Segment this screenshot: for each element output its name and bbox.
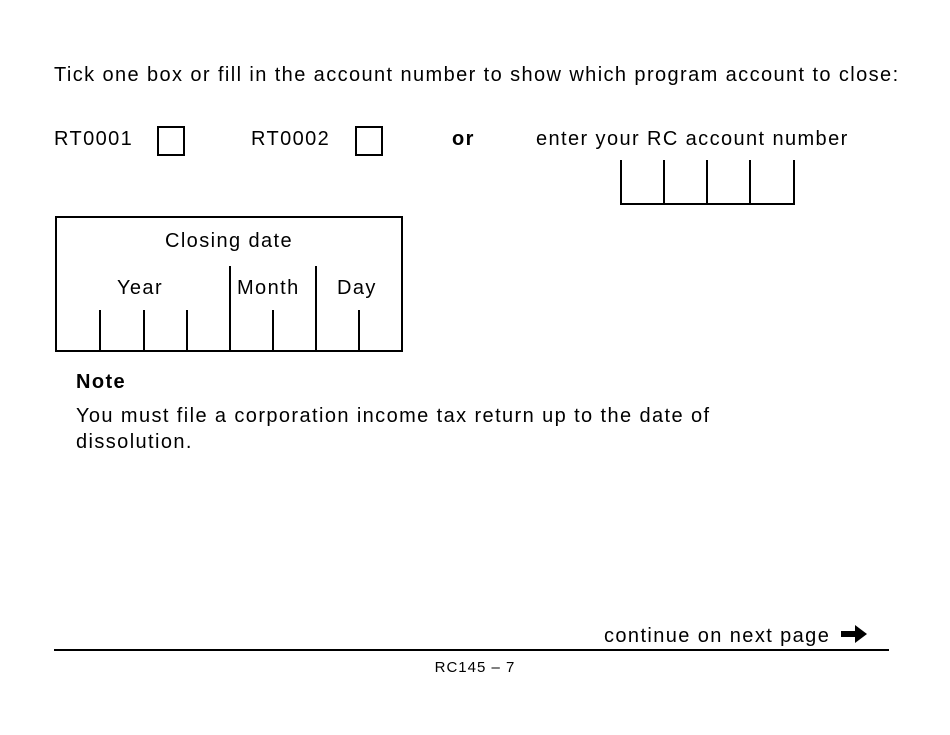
- month-digit-box[interactable]: [272, 310, 315, 350]
- or-label: or: [452, 128, 475, 150]
- account-digit-box[interactable]: [663, 160, 706, 205]
- note-heading: Note: [76, 371, 127, 393]
- instruction-text: Tick one box or fill in the account number to show which program account to close:: [54, 64, 900, 86]
- account-digit-box[interactable]: [620, 160, 663, 205]
- year-digit-box[interactable]: [186, 310, 229, 350]
- account-digit-box[interactable]: [706, 160, 749, 205]
- footer-rule: [54, 649, 889, 651]
- rc-account-prompt: enter your RC account number: [536, 128, 849, 150]
- rt0002-checkbox[interactable]: [355, 126, 383, 156]
- continue-next-page[interactable]: [604, 623, 869, 649]
- arrow-right-icon: [839, 623, 869, 645]
- note-body: You must file a corporation income tax return up to the date of dissolution.: [76, 405, 711, 453]
- day-digit-box[interactable]: [358, 310, 401, 350]
- rt0002-label: RT0002: [251, 128, 331, 150]
- day-label: Day: [337, 277, 377, 299]
- date-section-divider: [315, 266, 317, 350]
- month-label: Month: [237, 277, 300, 299]
- year-digit-box[interactable]: [143, 310, 186, 350]
- date-section-divider: [229, 266, 231, 350]
- rt0001-label: RT0001: [54, 128, 134, 150]
- rt0001-checkbox[interactable]: [157, 126, 185, 156]
- rc-account-number-field[interactable]: [620, 160, 795, 205]
- account-digit-box[interactable]: [749, 160, 795, 205]
- year-digit-box[interactable]: [99, 310, 143, 350]
- closing-date-title: Closing date: [165, 230, 293, 252]
- page-number: RC145 – 7: [434, 659, 516, 676]
- closing-date-box: [55, 216, 403, 352]
- continue-label: continue on next page: [604, 625, 831, 647]
- year-label: Year: [117, 277, 164, 299]
